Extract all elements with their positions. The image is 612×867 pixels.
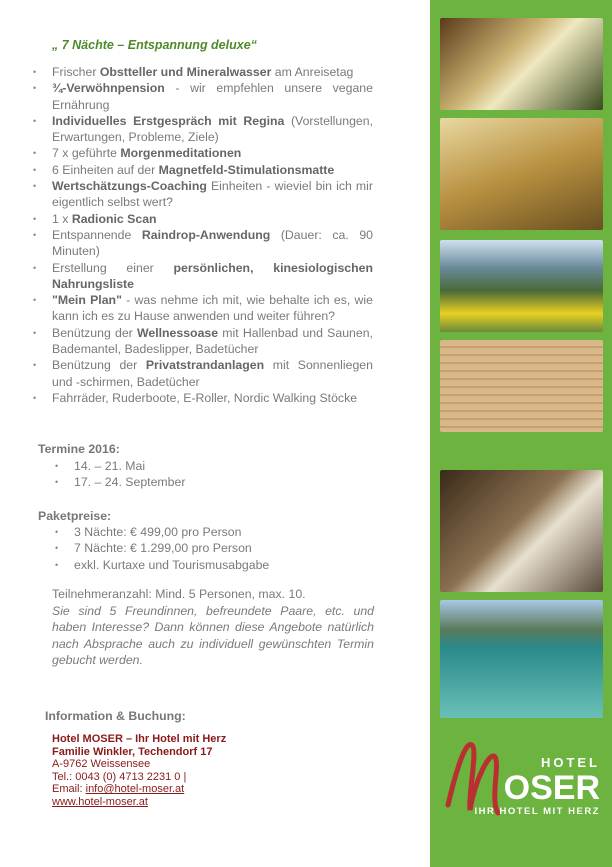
participants-text: Teilnehmeranzahl: Mind. 5 Personen, max. 10. — [52, 587, 306, 601]
sauna-photo — [440, 340, 603, 432]
feature-text: Fahrräder, Ruderboote, E-Roller, Nordic Walking Stöcke — [52, 390, 358, 405]
feature-highlight: "Mein Plan" — [52, 293, 122, 308]
feature-highlight: persönlichen, kinesiologischen Nahrungsliste — [52, 260, 373, 291]
participants-block — [52, 586, 374, 669]
logo-hotel: HOTEL — [540, 755, 600, 770]
feature-item — [30, 390, 373, 406]
feature-item — [30, 211, 373, 227]
feature-highlight: Wertschätzungs-Coaching — [52, 179, 207, 194]
feature-item — [30, 227, 373, 260]
hotel-moser-logo — [440, 735, 605, 825]
info-heading: Information & Buchung: — [45, 709, 186, 723]
feature-item — [30, 325, 373, 358]
feature-text: (Dauer: ca. 90 Minuten) — [52, 227, 373, 259]
feature-text: Einheiten - wieviel bin ich mir eigentlich selbst wert? — [52, 179, 373, 210]
feature-item — [30, 260, 373, 293]
table-setting-photo — [440, 118, 603, 230]
termine-list — [52, 458, 185, 491]
feature-text: 6 Einheiten auf der — [52, 162, 159, 177]
feature-highlight: Magnetfeld-Stimulationsmatte — [158, 162, 335, 177]
spa-orchid-photo — [440, 470, 603, 592]
website-link[interactable]: www.hotel-moser.at — [52, 795, 148, 808]
feature-highlight: Wellnessoase — [136, 325, 219, 340]
feature-item — [30, 162, 373, 178]
feature-text: am Anreisetag — [271, 65, 354, 79]
feature-item — [30, 80, 373, 113]
date-item: • 17. – 24. September — [52, 474, 185, 490]
price-item: • 3 Nächte: € 499,00 pro Person — [52, 524, 269, 540]
feature-text: (Vorstellungen, Erwartungen, Probleme, Ziele) — [52, 113, 373, 145]
feature-item — [30, 64, 373, 80]
photo-sidebar — [430, 0, 612, 867]
price-item: • exkl. Kurtaxe und Tourismusabgabe — [52, 557, 269, 573]
feature-item — [30, 178, 373, 211]
phone: Tel.: 0043 (0) 4713 2231 0 | — [52, 770, 187, 783]
feature-text: mit Hallenbad und Saunen, Bademantel, Badeslipper, Badetücher — [52, 325, 373, 357]
feature-text: Entspannende — [52, 227, 142, 242]
lake-flower-photo — [440, 240, 603, 332]
feature-highlight: Raindrop-Anwendung — [141, 227, 271, 242]
feature-text: Benützung der — [52, 358, 146, 373]
food-photo — [440, 18, 603, 110]
feature-highlight: Radionic Scan — [71, 211, 157, 226]
feature-text: Benützung der — [52, 325, 137, 340]
logo-tagline: IHR HOTEL MIT HERZ — [474, 806, 600, 817]
email-label: Email: — [52, 783, 86, 796]
feature-text: Frischer — [52, 65, 100, 79]
package-title: „ 7 Nächte – Entspannung deluxe“ — [52, 38, 257, 52]
feature-text: Erstellung einer — [52, 260, 174, 275]
feature-text: mit Sonnenliegen und -schirmen, Badetücher — [52, 358, 373, 389]
date-item: • 14. – 21. Mai — [52, 458, 185, 474]
feature-highlight: Morgenmeditationen — [120, 146, 242, 161]
feature-item — [30, 357, 373, 390]
preise-heading: Paketpreise: — [38, 509, 112, 523]
logo-name: OSER — [503, 769, 600, 807]
price-item: • 7 Nächte: € 1.299,00 pro Person — [52, 540, 269, 556]
feature-item — [30, 113, 373, 146]
feature-text: - wir empfehlen unsere vegane Ernährung — [52, 81, 373, 112]
address-line: Familie Winkler, Techendorf 17 — [52, 745, 213, 758]
swimming-lake-photo — [440, 600, 603, 718]
termine-heading: Termine 2016: — [38, 442, 120, 456]
feature-highlight: Individuelles Erstgespräch mit Regina — [52, 113, 285, 128]
contact-block — [52, 733, 226, 809]
feature-text: 7 x geführte — [52, 146, 121, 161]
hotel-name: Hotel MOSER – Ihr Hotel mit Herz — [52, 733, 227, 745]
feature-highlight: Privatstrandanlagen — [145, 358, 265, 373]
feature-item — [30, 292, 373, 325]
feature-highlight: Obstteller und Mineralwasser — [99, 65, 272, 79]
city-line: A-9762 Weissensee — [52, 758, 151, 771]
feature-text: 1 x — [52, 211, 72, 226]
group-note: Sie sind 5 Freundinnen, befreundete Paare, etc. und haben Interesse? Dann können diese Angebote natürlich nach Absprache auch zu individuell gewünschten Termin gebucht werden. — [52, 603, 374, 668]
feature-text: - was nehme ich mit, wie behalte ich es, wie kann ich es zu Hause anwenden und weiter führen? — [52, 293, 373, 324]
email-link[interactable]: info@hotel-moser.at — [85, 783, 185, 796]
preise-list — [52, 524, 269, 573]
package-features — [30, 64, 373, 406]
feature-item — [30, 145, 373, 161]
feature-highlight: ¾-Verwöhnpension — [52, 81, 165, 96]
